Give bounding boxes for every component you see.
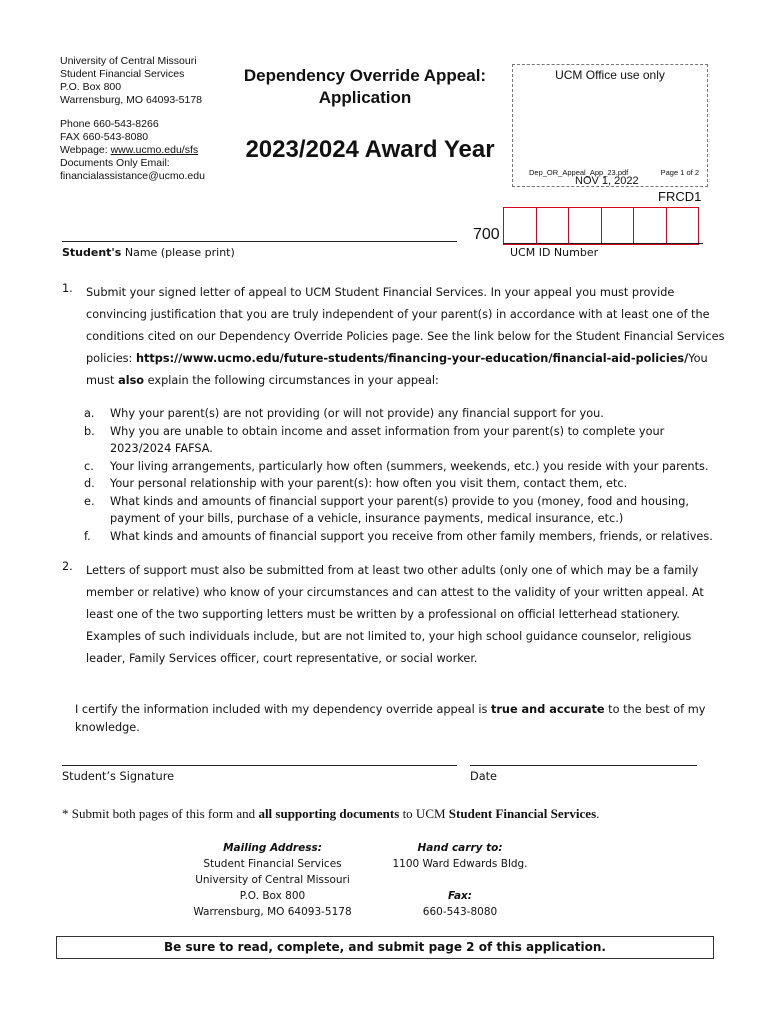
email-address[interactable]: financialassistance@ucmo.edu <box>60 170 205 182</box>
certification-text <box>75 701 715 737</box>
mailing-line: Student Financial Services <box>203 858 342 870</box>
certify-part: I certify the information included with my dependency override appeal is <box>75 703 491 716</box>
list-item <box>84 458 724 476</box>
email-label: Documents Only Email: <box>60 157 170 169</box>
submit-bold: Student Financial Services <box>448 806 597 821</box>
fax-heading: Fax: <box>447 890 473 902</box>
list-item <box>84 475 724 493</box>
id-digit-box[interactable] <box>634 208 667 244</box>
signature-label: Student’s Signature <box>62 770 175 783</box>
page-2-notice: Be sure to read, complete, and submit page 2 of this application. <box>56 936 714 959</box>
list-letter: d. <box>84 477 95 490</box>
id-digit-box[interactable] <box>537 208 570 244</box>
list-letter: b. <box>84 424 95 438</box>
item-1-text-part: explain the following circumstances in your appeal: <box>144 374 439 387</box>
list-item <box>84 405 724 423</box>
phone: Phone 660-543-8266 <box>60 118 159 130</box>
certify-bold: true and accurate <box>490 703 605 716</box>
list-item <box>84 493 724 528</box>
award-year: 2023/2024 Award Year <box>245 136 495 163</box>
mailing-heading: Mailing Address: <box>223 842 322 854</box>
form-code: FRCD1 <box>658 189 702 204</box>
office-use-box <box>512 64 708 187</box>
address-line: University of Central Missouri <box>60 55 197 67</box>
list-letter: c. <box>84 459 94 473</box>
fax: FAX 660-543-8080 <box>60 131 149 143</box>
circumstance-list <box>84 405 724 545</box>
hand-carry-location: 1100 Ward Edwards Bldg. <box>392 858 528 870</box>
submit-note <box>62 806 599 822</box>
ucm-id-label: UCM ID Number <box>510 246 599 259</box>
id-digit-box[interactable] <box>667 208 700 244</box>
date-field[interactable] <box>470 765 697 766</box>
date-label: Date <box>470 770 498 783</box>
list-text: What kinds and amounts of financial support you receive from other family members, friends, or relatives. <box>110 529 713 543</box>
id-digit-box[interactable] <box>504 208 537 244</box>
form-date: NOV 1, 2022 <box>575 175 639 187</box>
mailing-line: University of Central Missouri <box>195 874 350 886</box>
list-letter: e. <box>84 494 95 508</box>
id-underline <box>503 243 703 244</box>
student-name-field[interactable] <box>62 241 457 242</box>
submit-part: * Submit both pages of this form and <box>62 806 259 821</box>
student-signature-field[interactable] <box>62 765 457 766</box>
mailing-line: P.O. Box 800 <box>239 890 306 902</box>
mailing-line: Warrensburg, MO 64093-5178 <box>193 906 352 918</box>
title-line-2: Application <box>318 88 412 107</box>
item-1-text-part: Submit your signed letter of appeal to UCM Student Financial Services. In your appeal you must provide convincing justification that you are truly independent of your parent(s) in accordance with at least one of the conditions cited on our Dependency Override Policies page. See the link below for the Student Financial Services policies: <box>86 286 725 365</box>
list-text: Your living arrangements, particularly how often (summers, weekends, etc.) you reside with your parents. <box>110 459 709 473</box>
mailing-address <box>180 840 365 920</box>
submit-bold: all supporting documents <box>258 806 400 821</box>
form-title <box>225 65 505 109</box>
student-name-label <box>62 246 235 259</box>
certify-part: to the best of my knowledge. <box>75 703 706 734</box>
address-line: Student Financial Services <box>60 68 185 80</box>
webpage-label: Webpage: <box>60 144 111 156</box>
item-1-number: 1. <box>62 282 73 295</box>
list-item <box>84 423 724 458</box>
id-prefix: 700 <box>473 226 500 243</box>
hand-carry-block <box>380 840 540 920</box>
policies-link[interactable]: https://www.ucmo.edu/future-students/financing-your-education/financial-aid-policies/ <box>135 352 689 365</box>
webpage-link[interactable]: www.ucmo.edu/sfs <box>110 144 199 156</box>
page-number: Page 1 of 2 <box>660 168 699 177</box>
office-use-label: UCM Office use only <box>555 68 665 82</box>
file-name: Dep_OR_Appeal_App_23.pdf <box>529 168 629 177</box>
id-digit-box[interactable] <box>602 208 635 244</box>
submit-part: . <box>596 806 600 821</box>
submit-part: to UCM <box>399 806 449 821</box>
id-digit-box[interactable] <box>569 208 602 244</box>
item-2-text: Letters of support must also be submitted from at least two other adults (only one of which may be a family member or relative) who know of your circumstances and can attest to the validity of your written appeal. At least one of the two supporting letters must be written by a professional on official letterhead stationery. Examples of such individuals include, but are not limited to, your high school guidance counselor, religious leader, Family Services officer, court representative, or social worker. <box>86 564 704 665</box>
name-label-bold: Student's <box>62 246 122 259</box>
item-1-text <box>86 282 726 392</box>
item-2-number: 2. <box>62 560 73 573</box>
list-letter: a. <box>84 407 95 420</box>
list-text: Your personal relationship with your parent(s): how often you visit them, contact them, etc. <box>110 477 628 490</box>
contact-block <box>60 118 205 183</box>
ucm-id-boxes[interactable] <box>503 207 699 245</box>
webpage <box>60 144 205 157</box>
list-item <box>84 528 724 546</box>
fax-number: 660-543-8080 <box>422 906 498 918</box>
hand-carry-heading: Hand carry to: <box>417 842 503 854</box>
name-label-rest: Name (please print) <box>121 246 235 259</box>
list-letter: f. <box>84 529 91 543</box>
title-line-1: Dependency Override Appeal: <box>243 66 487 85</box>
list-text: What kinds and amounts of financial support your parent(s) provide to you (money, food and housing, payment of your bills, purchase of a vehicle, insurance payments, medical insurance, etc.) <box>110 494 689 525</box>
address-line: Warrensburg, MO 64093-5178 <box>60 94 203 106</box>
item-1-text-part: You must <box>86 352 708 387</box>
item-1-also: also <box>118 374 145 387</box>
list-text: Why your parent(s) are not providing (or will not provide) any financial support for you. <box>110 407 604 420</box>
address-block <box>60 55 202 107</box>
address-line: P.O. Box 800 <box>60 81 122 93</box>
list-text: Why you are unable to obtain income and asset information from your parent(s) to complete your 2023/2024 FAFSA. <box>110 424 665 455</box>
